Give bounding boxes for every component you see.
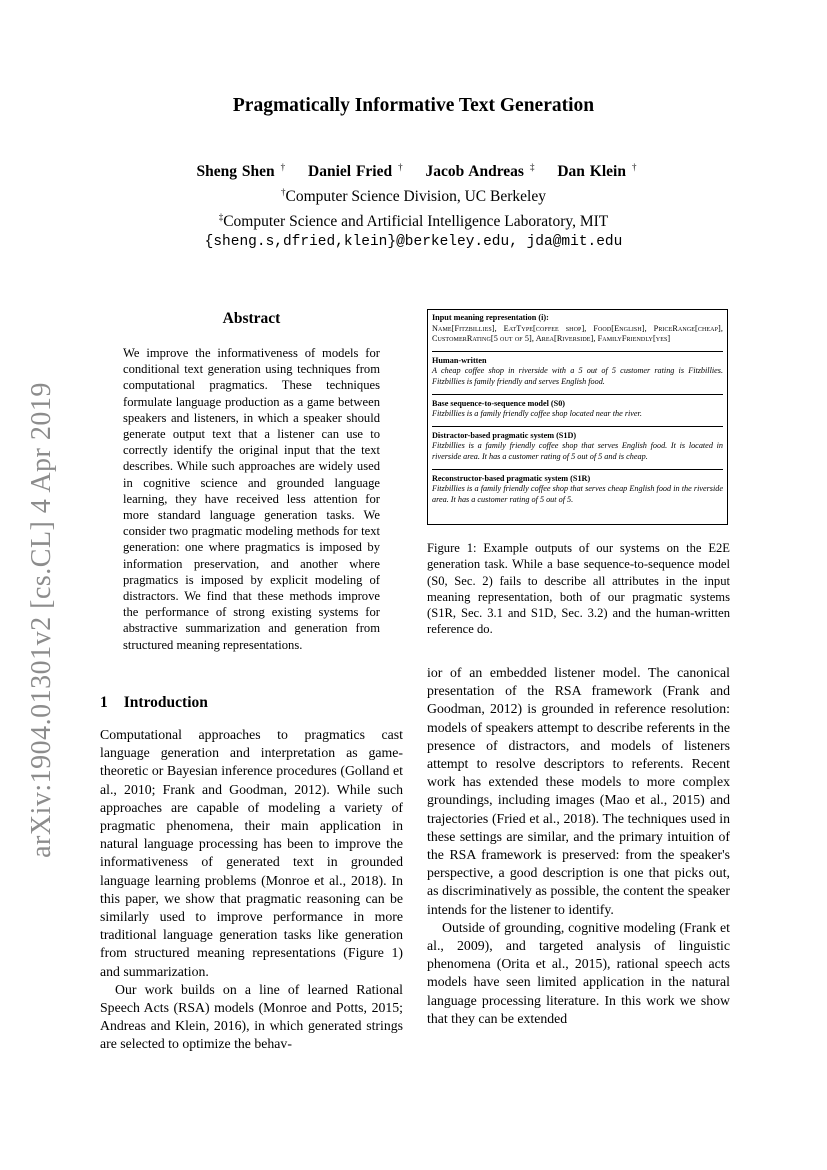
- reconstructor-label: Reconstructor-based pragmatic system (S1R): [432, 473, 591, 483]
- arxiv-sidebar: [20, 370, 64, 870]
- author: Daniel Fried †: [308, 162, 403, 181]
- section-number: 1: [100, 694, 108, 711]
- human-label: Human-written: [432, 355, 487, 365]
- arxiv-id: arXiv:1904.01301v2 [cs.CL] 4 Apr 2019: [26, 382, 57, 858]
- author: Dan Klein †: [557, 162, 637, 181]
- right-column: [427, 664, 730, 1028]
- abstract-text: We improve the informativeness of models for conditional text generation using techniques from computational pragmatics. These techniques formulate language production as a game between speakers and listeners, in which a speaker should generate output text that a listener can use to correctly identify the original input that the text describes. While such approaches are widely used in cognitive science and grounded language learning, they have received less attention for more standard language generation tasks. We consider two pragmatic modeling methods for text generation: one where pragmatics is imposed by information preservation, and another where pragmatics is imposed by explicit modeling of distractors. We find that these methods improve the performance of strong existing systems for abstractive summarization and generation from structured meaning representations.: [123, 346, 380, 652]
- paragraph: Computational approaches to pragmatics cast language generation and interpretation as game-theoretic or Bayesian inference procedures (Golland et al., 2010; Frank and Goodman, 2012). While such approaches are capable of modeling a variety of pragmatic phenomena, their main application in natural language processing has been to improve the informativeness of generated text in grounded language learning problems (Monroe et al., 2018). In this paper, we show that pragmatic reasoning can be similarly used to improve performance in more traditional language generation tasks like generation from structured meaning representations (Figure 1) and summarization.: [100, 727, 403, 979]
- figure-1-box: [427, 309, 728, 525]
- paragraph: Outside of grounding, cognitive modeling (Frank et al., 2009), and targeted analysis of linguistic phenomena (Orita et al., 2015), rational speech acts models have seen limited application in the natural language processing literature. In this work we show that they can be extended: [427, 919, 730, 1026]
- figure-1-caption: Figure 1: Example outputs of our systems on the E2E generation task. While a base sequence-to-sequence model (S0, Sec. 2) fails to describe all attributes in the input meaning representation, both of our pragmatic systems (S1R, Sec. 3.1 and S1D, Sec. 3.2) and the human-written reference do.: [427, 541, 730, 637]
- author-names: [0, 157, 827, 182]
- author-emails: {sheng.s,dfried,klein}@berkeley.edu, jda@mit.edu: [204, 234, 623, 251]
- author: Sheng Shen †: [196, 162, 286, 181]
- left-column: [100, 726, 403, 1054]
- paragraph: ior of an embedded listener model. The canonical presentation of the RSA framework (Frank and Goodman, 2012) is grounded in reference resolution: models of speakers attempt to describe referents in the presence of distractors, and models of listeners attempt to resolve descriptors to referents. Recent work has extended these models to more complex groundings, including images (Mao et al., 2015) and trajectories (Fried et al., 2018). The techniques used in these settings are similar, and the primary intuition of the RSA framework is preserved: from the speaker's perspective, a good description is one that picks out, as discriminatively as possible, the content the speaker intends for the listener to identify.: [427, 665, 730, 917]
- paragraph: Our work builds on a line of learned Rational Speech Acts (RSA) models (Monroe and Potts, 2015; Andreas and Klein, 2016), in which generated strings are selected to optimize the behav-: [100, 981, 403, 1052]
- input-label: Input meaning representation (i):: [432, 313, 549, 322]
- author-block: [0, 157, 827, 252]
- figure-human-section: [432, 351, 723, 391]
- reconstructor-text: Fitzbillies is a family friendly coffee shop that serves cheap English food in the riverside area. It has a customer rating of 5 out of 5.: [432, 484, 723, 504]
- affiliation-1: †Computer Science Division, UC Berkeley: [281, 187, 546, 206]
- distractor-label: Distractor-based pragmatic system (S1D): [432, 430, 577, 440]
- figure-distractor-section: [432, 426, 723, 466]
- figure-base-section: [432, 394, 723, 423]
- figure-reconstructor-section: [432, 469, 723, 509]
- author: Jacob Andreas ‡: [425, 162, 535, 181]
- base-text: Fitzbillies is a family friendly coffee shop located near the river.: [432, 409, 642, 419]
- section-title: Introduction: [123, 694, 208, 711]
- distractor-text: Fitzbillies is a family friendly coffee shop that serves English food. It is located in riverside area. It has a customer rating of 5 out of 5 and is cheap.: [432, 441, 723, 461]
- human-text: A cheap coffee shop in riverside with a 5 out of 5 customer rating is Fitzbillies. Fitzbillies is family friendly and serves English food.: [432, 366, 723, 386]
- paper-title: Pragmatically Informative Text Generation: [232, 95, 595, 116]
- base-label: Base sequence-to-sequence model (S0): [432, 398, 566, 408]
- section-heading: [100, 694, 208, 712]
- figure-input-section: [432, 313, 723, 348]
- input-mr: Name[Fitzbillies], EatType[coffee shop], Food[English], PriceRange[cheap], CustomerRating[5 out of 5], Area[Riverside], FamilyFriendly[yes]: [432, 323, 723, 344]
- abstract-heading: Abstract: [222, 310, 281, 327]
- affiliation-2: ‡Computer Science and Artificial Intelligence Laboratory, MIT: [218, 212, 609, 231]
